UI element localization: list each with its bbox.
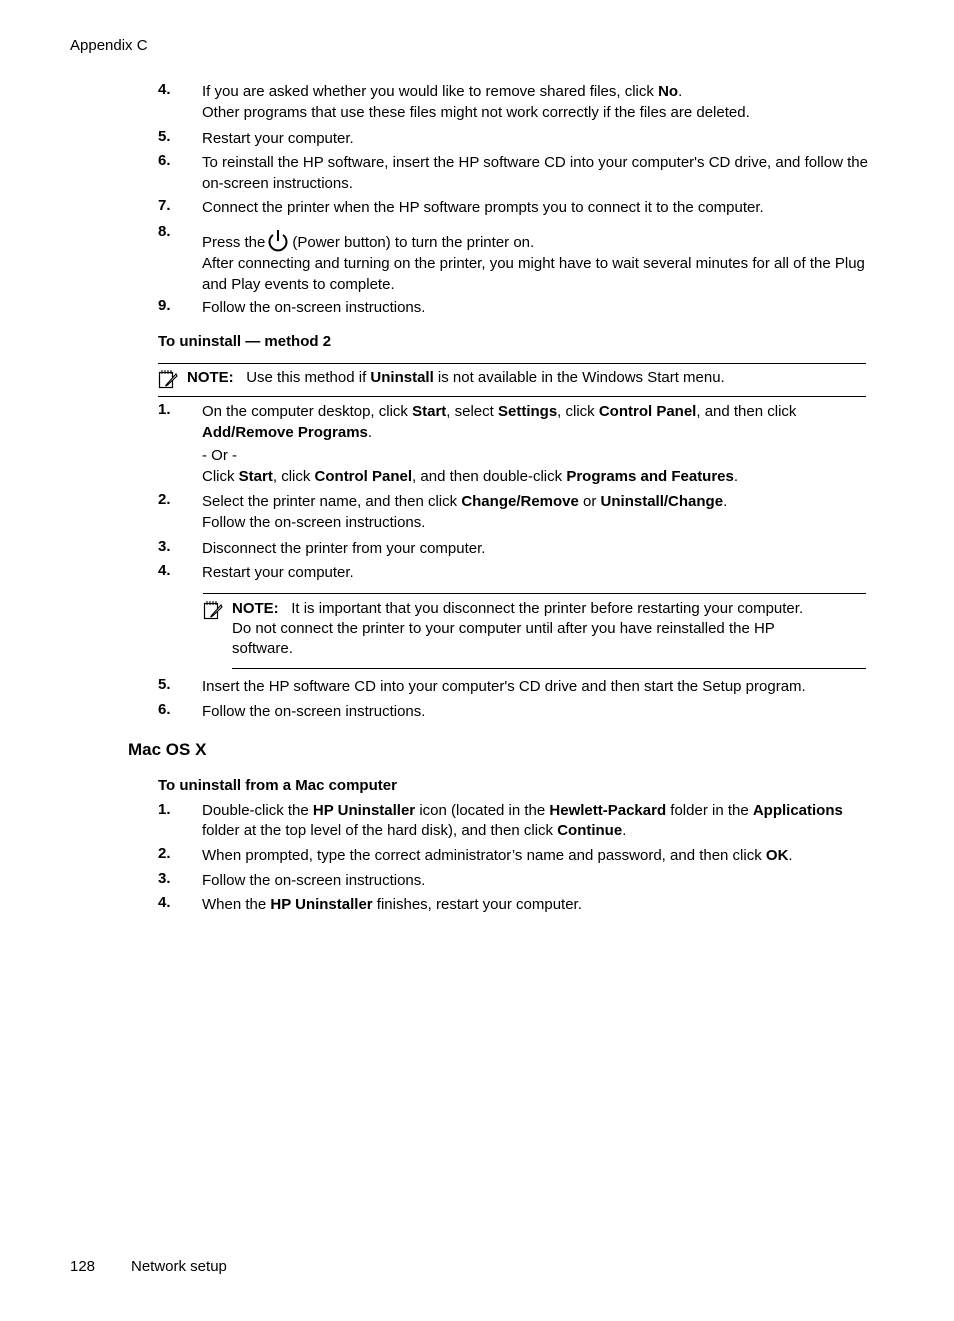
text-run: or — [578, 493, 601, 510]
text-run: - Or - — [202, 447, 237, 464]
text-run: , and then click — [696, 403, 797, 420]
bold-run: Applications — [752, 802, 843, 819]
step-text — [202, 491, 868, 533]
text-run: . — [678, 83, 683, 100]
step-text — [202, 401, 868, 487]
text-run: When prompted, type the correct administrator’s name and password, and then click — [202, 847, 766, 864]
step-number: 1. — [158, 401, 171, 418]
text-run: It is important that you disconnect the printer before restarting your computer. — [291, 600, 804, 617]
step-text — [202, 894, 868, 915]
text-run: , click — [557, 403, 599, 420]
text-run: is not available in the Windows Start menu. — [433, 369, 725, 386]
step-text: Restart your computer. — [202, 564, 354, 581]
note-pencil-icon — [203, 600, 223, 620]
bold-run: HP Uninstaller — [312, 802, 416, 819]
step-number: 4. — [158, 562, 171, 579]
text-run: icon (located in the — [415, 802, 550, 819]
text-run: , select — [446, 403, 498, 420]
text-run: . — [622, 822, 627, 839]
text-run: On the computer desktop, click — [202, 403, 413, 420]
text-run: When the — [202, 896, 271, 913]
bold-run: Continue — [557, 822, 623, 839]
step-number: 5. — [158, 128, 171, 145]
bold-run: Uninstall/Change — [600, 493, 724, 510]
text-run: folder at the top level of the hard disk), and then click — [202, 822, 558, 839]
bold-run: OK — [765, 847, 789, 864]
text-run: finishes, restart your computer. — [372, 896, 582, 913]
step-number: 5. — [158, 676, 171, 693]
step-text: Follow the on-screen instructions. — [202, 703, 426, 720]
step-text: Disconnect the printer from your computer. — [202, 540, 486, 557]
step-number: 1. — [158, 801, 171, 818]
footer-section: Network setup — [131, 1258, 227, 1275]
step-text — [202, 845, 868, 866]
text-run: Other programs that use these files might not work correctly if the files are deleted. — [202, 104, 750, 121]
text-run: . — [788, 847, 793, 864]
procedure-title: To uninstall — method 2 — [158, 333, 332, 350]
bold-run: Control Panel — [314, 468, 413, 485]
bold-run: Start — [238, 468, 273, 485]
bold-run: Control Panel — [598, 403, 697, 420]
bold-run: HP Uninstaller — [270, 896, 373, 913]
step-number: 2. — [158, 845, 171, 862]
text-run: Use this method if — [246, 369, 371, 386]
text-run: Press the — [202, 234, 266, 251]
text-run: folder in the — [666, 802, 753, 819]
bold-run: Add/Remove Programs — [202, 424, 368, 441]
step-number: 6. — [158, 152, 171, 169]
bold-run: Hewlett-Packard — [549, 802, 667, 819]
text-run: Click — [202, 468, 239, 485]
text-run: Double-click the — [202, 802, 313, 819]
note-pencil-icon — [158, 369, 178, 389]
page-number: 128 — [70, 1258, 96, 1275]
text-run: Select the printer name, and then click — [202, 493, 462, 510]
text-run: . — [733, 468, 739, 485]
step-text — [202, 229, 868, 295]
step-number: 3. — [158, 870, 171, 887]
step-text: Follow the on-screen instructions. — [202, 299, 426, 316]
section-heading: Mac OS X — [128, 740, 207, 759]
text-run: (Power button) to turn the printer on. — [292, 234, 535, 251]
text-run: , click — [272, 468, 315, 485]
step-number: 4. — [158, 81, 171, 98]
text-run: Follow the on-screen instructions. — [202, 514, 426, 531]
divider — [158, 363, 866, 364]
note-text — [232, 599, 866, 659]
running-header: Appendix C — [70, 37, 148, 54]
step-text — [202, 801, 868, 841]
note-label: NOTE: — [232, 600, 279, 617]
divider — [158, 396, 866, 397]
bold-run: No — [658, 83, 679, 100]
step-number: 3. — [158, 538, 171, 555]
step-text: Insert the HP software CD into your computer's CD drive and then start the Setup program. — [202, 678, 806, 695]
step-text — [202, 81, 868, 123]
procedure-title: To uninstall from a Mac computer — [158, 777, 397, 794]
step-text: Connect the printer when the HP software prompts you to connect it to the computer. — [202, 199, 764, 216]
text-run: If you are asked whether you would like to remove shared files, click — [202, 83, 659, 100]
divider — [232, 668, 866, 669]
bold-run: Uninstall — [370, 369, 434, 386]
bold-run: Change/Remove — [461, 493, 579, 510]
divider — [203, 593, 866, 594]
text-run: . — [723, 493, 728, 510]
step-text: To reinstall the HP software, insert the HP software CD into your computer's CD drive, and follow the on-screen instructions. — [202, 154, 868, 192]
step-number: 9. — [158, 297, 171, 314]
text-run: . — [367, 424, 373, 441]
step-number: 2. — [158, 491, 171, 508]
text-run: , and then double-click — [412, 468, 567, 485]
step-number: 4. — [158, 894, 171, 911]
note-label: NOTE: — [187, 369, 234, 386]
bold-run: Settings — [497, 403, 558, 420]
step-number: 8. — [158, 223, 171, 240]
text-run: After connecting and turning on the printer, you might have to wait several minutes for all of the Plug and Play events to complete. — [202, 255, 865, 293]
step-number: 6. — [158, 701, 171, 718]
step-text: Follow the on-screen instructions. — [202, 872, 426, 889]
bold-run: Start — [412, 403, 447, 420]
note-text — [187, 368, 867, 388]
power-button-icon — [267, 229, 289, 253]
text-run: software. — [232, 640, 293, 657]
step-text: Restart your computer. — [202, 130, 354, 147]
step-number: 7. — [158, 197, 171, 214]
text-run: Do not connect the printer to your computer until after you have reinstalled the HP — [232, 620, 775, 637]
bold-run: Programs and Features — [566, 468, 734, 485]
